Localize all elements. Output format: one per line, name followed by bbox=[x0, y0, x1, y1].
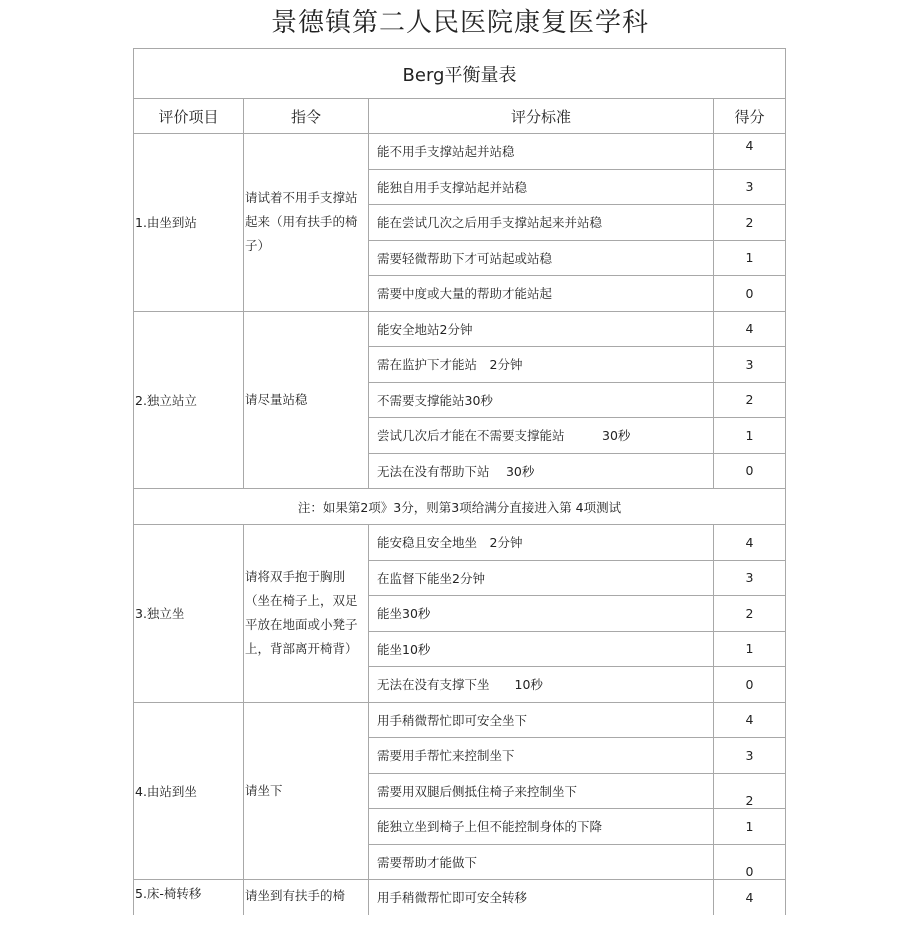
berg-balance-table bbox=[133, 48, 786, 915]
criteria-row bbox=[134, 702, 786, 738]
score-value: 3 bbox=[714, 347, 786, 383]
criteria-text: 无法在没有帮助下站 30秒 bbox=[369, 453, 714, 489]
instruction-text: 请坐下 bbox=[244, 702, 369, 880]
header-score: 得分 bbox=[714, 99, 786, 134]
table-title-row bbox=[134, 49, 786, 99]
header-item: 评价项目 bbox=[134, 99, 244, 134]
criteria-text: 用手稍微帮忙即可安全坐下 bbox=[369, 702, 714, 738]
score-value: 0 bbox=[714, 276, 786, 312]
criteria-text: 能安全地站2分钟 bbox=[369, 311, 714, 347]
criteria-row bbox=[134, 525, 786, 561]
criteria-text: 能独自用手支撑站起并站稳 bbox=[369, 169, 714, 205]
instruction-text: 请坐到有扶手的椅 bbox=[244, 880, 369, 915]
header-instruction: 指令 bbox=[244, 99, 369, 134]
criteria-text: 在监督下能坐2分钟 bbox=[369, 560, 714, 596]
criteria-text: 需要用双腿后侧抵住椅子来控制坐下 bbox=[369, 773, 714, 809]
criteria-text: 需要用手帮忙来控制坐下 bbox=[369, 738, 714, 774]
instruction-text: 请试着不用手支撑站起来（用有扶手的椅子） bbox=[244, 134, 369, 312]
score-value: 2 bbox=[714, 382, 786, 418]
score-value: 3 bbox=[714, 738, 786, 774]
header-criteria: 评分标准 bbox=[369, 99, 714, 134]
criteria-text: 能坐10秒 bbox=[369, 631, 714, 667]
score-value: 1 bbox=[714, 631, 786, 667]
score-value: 0 bbox=[714, 453, 786, 489]
criteria-text: 需要帮助才能做下 bbox=[369, 844, 714, 880]
criteria-text: 无法在没有支撑下坐 10秒 bbox=[369, 667, 714, 703]
criteria-text: 能坐30秒 bbox=[369, 596, 714, 632]
score-value: 0 bbox=[714, 667, 786, 703]
criteria-row bbox=[134, 311, 786, 347]
score-value: 4 bbox=[714, 702, 786, 738]
criteria-text: 能安稳且安全地坐 2分钟 bbox=[369, 525, 714, 561]
table-title: Berg平衡量表 bbox=[134, 49, 786, 99]
criteria-text: 需要中度或大量的帮助才能站起 bbox=[369, 276, 714, 312]
score-value: 2 bbox=[714, 773, 786, 809]
criteria-row bbox=[134, 134, 786, 170]
note-text: 注：如果第2项》3分，则第3项给满分直接进入第 4项测试 bbox=[134, 489, 786, 525]
criteria-text: 能在尝试几次之后用手支撑站起来并站稳 bbox=[369, 205, 714, 241]
score-value: 4 bbox=[714, 311, 786, 347]
header-row bbox=[134, 99, 786, 134]
score-value: 3 bbox=[714, 169, 786, 205]
item-name: 1.由坐到站 bbox=[134, 134, 244, 312]
score-value: 3 bbox=[714, 560, 786, 596]
item-name: 5.床-椅转移 bbox=[134, 880, 244, 915]
score-value: 1 bbox=[714, 418, 786, 454]
criteria-text: 能独立坐到椅子上但不能控制身体的下降 bbox=[369, 809, 714, 845]
item-name: 3.独立坐 bbox=[134, 525, 244, 703]
score-value: 4 bbox=[714, 880, 786, 915]
score-value: 2 bbox=[714, 205, 786, 241]
item-name: 4.由站到坐 bbox=[134, 702, 244, 880]
instruction-text: 请尽量站稳 bbox=[244, 311, 369, 489]
criteria-text: 能不用手支撑站起并站稳 bbox=[369, 134, 714, 170]
score-value: 4 bbox=[714, 134, 786, 170]
criteria-text: 需要轻微帮助下才可站起或站稳 bbox=[369, 240, 714, 276]
score-value: 1 bbox=[714, 240, 786, 276]
document-title: 景德镇第二人民医院康复医学科 bbox=[270, 8, 649, 38]
criteria-text: 尝试几次后才能在不需要支撑能站 30秒 bbox=[369, 418, 714, 454]
item-name: 2.独立站立 bbox=[134, 311, 244, 489]
score-value: 1 bbox=[714, 809, 786, 845]
score-value: 2 bbox=[714, 596, 786, 632]
criteria-text: 不需要支撑能站30秒 bbox=[369, 382, 714, 418]
criteria-text: 用手稍微帮忙即可安全转移 bbox=[369, 880, 714, 915]
criteria-row bbox=[134, 880, 786, 915]
note-row bbox=[134, 489, 786, 525]
criteria-text: 需在监护下才能站 2分钟 bbox=[369, 347, 714, 383]
score-value: 0 bbox=[714, 844, 786, 880]
instruction-text: 请将双手抱于胸刖（坐在椅子上，双足平放在地面或小凳子上，背部离开椅背） bbox=[244, 525, 369, 703]
score-value: 4 bbox=[714, 525, 786, 561]
